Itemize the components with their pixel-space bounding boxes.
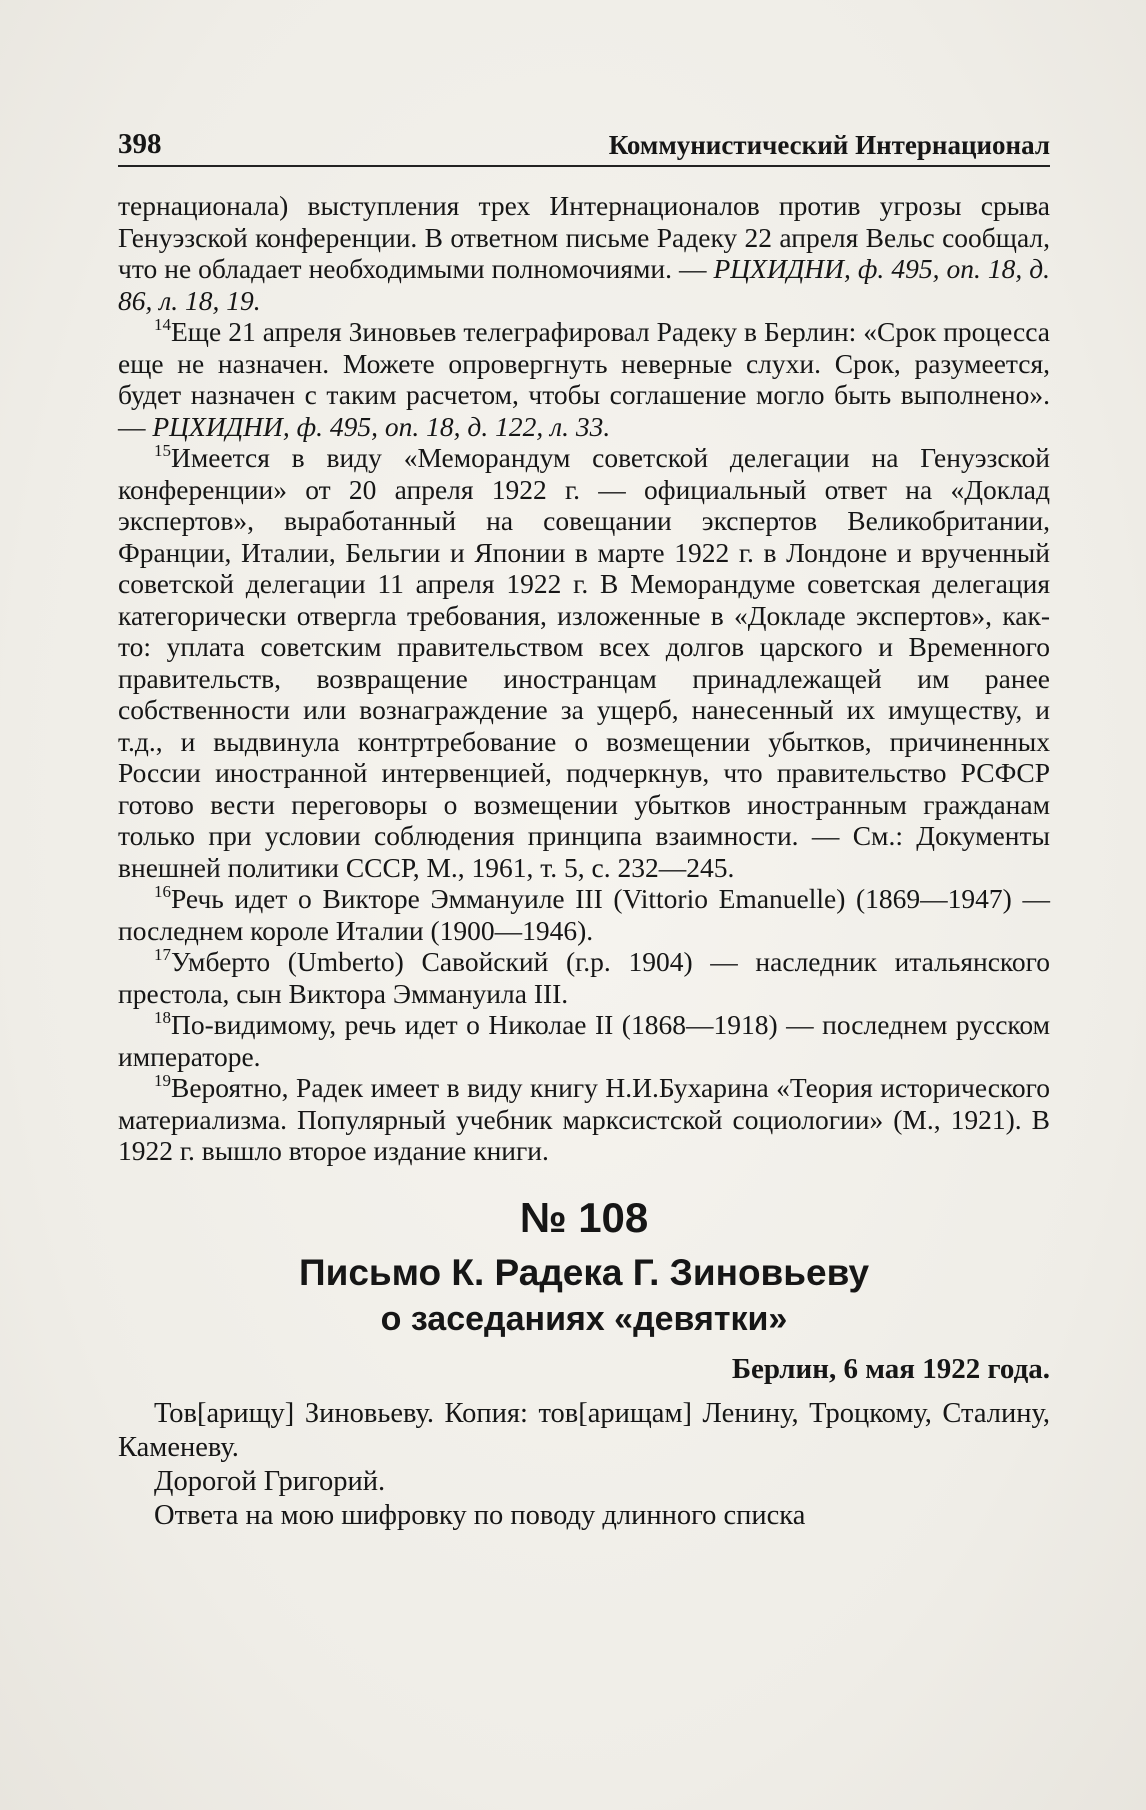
footnote-18: $^{18}$По-видимому, речь идет о Николае II (1868—1918) — последнем русском императоре. bbox=[118, 1008, 1050, 1072]
footnote-14: $^{14}$Еще 21 апреля Зиновьев телеграфировал Радеку в Берлин: «Срок процесса еще не назначен. Можете опровергнуть неверные слухи. Срок, разумеется, будет назначен с таким расчетом, чтобы соглашение могло быть выполнено». — РЦХИДНИ, ф. 495, оп. 18, д. 122, л. 33. bbox=[118, 315, 1050, 442]
footnote-19: $^{19}$Вероятно, Радек имеет в виду книгу Н.И.Бухарина «Теория исторического материализма. Популярный учебник марксистской социологии» (М., 1921). В 1922 г. вышло второе издание книги. bbox=[118, 1071, 1050, 1166]
running-head bbox=[118, 125, 1050, 167]
footnote-number: 15 bbox=[154, 441, 171, 460]
footnote-number: 16 bbox=[154, 882, 171, 901]
footnote-16: $^{16}$Речь идет о Викторе Эммануиле III (Vittorio Emanuelle) (1869—1947) — последнем короле Италии (1900—1946). bbox=[118, 882, 1050, 946]
letter-address: Тов[арищу] Зиновьеву. Копия: тов[арищам] Ленину, Троцкому, Сталину, Каменеву. bbox=[118, 1397, 1050, 1463]
footnote-number: 19 bbox=[154, 1071, 171, 1090]
dateline: Берлин, 6 мая 1922 года. bbox=[731, 1352, 1050, 1385]
footnote-number: 18 bbox=[154, 1008, 171, 1027]
archive-reference: РЦХИДНИ, ф. 495, оп. 18, д. 122, л. 33. bbox=[152, 410, 611, 442]
document-title: Письмо К. Радека Г. Зиновьеву bbox=[298, 1251, 870, 1293]
archive-reference: РЦХИДНИ, ф. 495, оп. 18, д. 86, л. 18, 19. bbox=[118, 253, 1051, 316]
footnote-continuation: тернационала) выступления трех Интернационалов против угрозы срыва Генуэзской конференции. В ответном письме Радеку 22 апреля Вельс сообщал, что не обладает необходимыми полномочиями. — РЦХИДНИ, ф. 495, оп. 18, д. 86, л. 18, 19. bbox=[118, 190, 1051, 316]
footnote-17: $^{17}$Умберто (Umberto) Савойский (г.р. 1904) — наследник итальянского престола, сын Виктора Эммануила III. bbox=[118, 945, 1050, 1009]
letter-opening: Ответа на мою шифровку по поводу длинного списка bbox=[154, 1499, 806, 1531]
footnote-15: $^{15}$Имеется в виду «Меморандум советской делегации на Генуэзской конференции» от 20 апреля 1922 г. — официальный ответ на «Доклад экспертов», выработанный на совещании экспертов Великобритании, Франции, Италии, Бельгии и Японии в марте 1922 г. в Лондоне и врученный советской делегации 11 апреля 1922 г. В Меморандуме советская делегация категорически отвергла требования, изложенные в «Докладе экспертов», как-то: уплата советским правительством всех долгов царского и Временного правительств, возвращение иностранцам принадлежащей им ранее собственности или вознаграждение за ущерб, нанесенный их имуществу, и т.д., и выдвинула контртребование о возмещении убытков, причиненных России иностранной интервенцией, подчеркнув, что правительство РСФСР готово вести переговоры о возмещении убытков иностранным гражданам только при условии соблюдения принципа взаимности. — См.: Документы внешней политики СССР, М., 1961, т. 5, с. 232—245. bbox=[118, 441, 1050, 883]
letter-salutation: Дорогой Григорий. bbox=[154, 1465, 386, 1497]
footnote-number: 17 bbox=[154, 945, 171, 964]
footnote-number: 14 bbox=[154, 315, 171, 334]
page-number: 398 bbox=[118, 128, 162, 160]
running-title: Коммунистический Интернационал bbox=[608, 130, 1050, 160]
document-number: № 108 bbox=[519, 1193, 649, 1241]
document-subtitle: о заседаниях «девятки» bbox=[380, 1299, 788, 1338]
letter-body bbox=[118, 1397, 1050, 1533]
page-body bbox=[118, 190, 1050, 1533]
